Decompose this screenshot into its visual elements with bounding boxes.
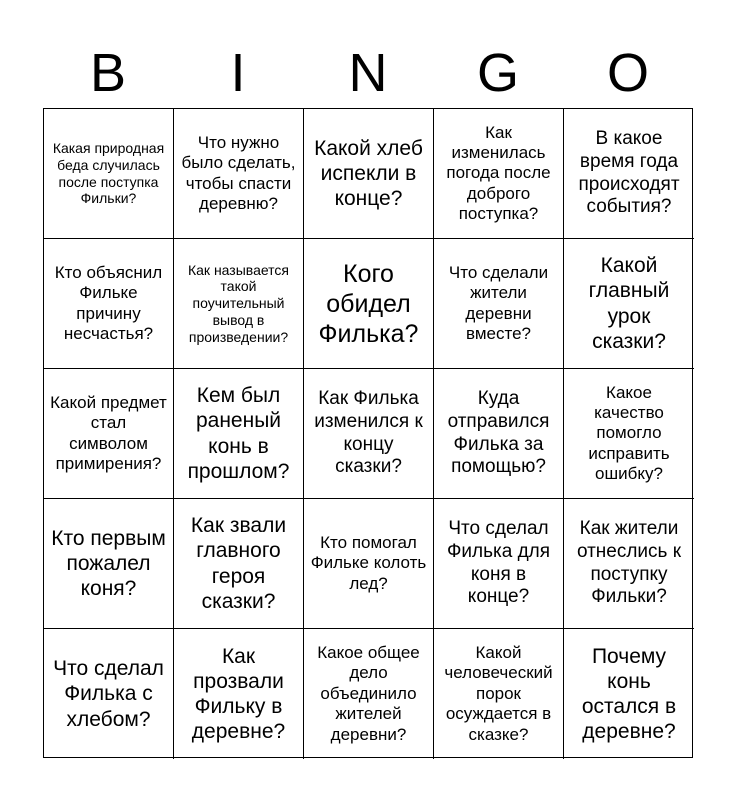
bingo-cell[interactable]: [44, 629, 174, 759]
cell-question: Какой хлеб испекли в конце?: [314, 136, 423, 211]
cell-question: Почему конь остался в деревне?: [581, 644, 677, 744]
cell-question: Какое качество помогло исправить ошибку?: [588, 382, 670, 484]
bingo-cell[interactable]: [564, 369, 694, 499]
cell-question: Какой предмет стал символом примирения?: [50, 392, 167, 473]
bingo-cell[interactable]: [304, 499, 434, 629]
bingo-cell[interactable]: [564, 499, 694, 629]
bingo-cell[interactable]: [304, 109, 434, 239]
bingo-board: [43, 108, 693, 758]
bingo-cell[interactable]: [434, 369, 564, 499]
bingo-cell[interactable]: [174, 109, 304, 239]
bingo-cell[interactable]: [174, 239, 304, 369]
cell-question: Что нужно было сделать, чтобы спасти деревню?: [181, 132, 296, 213]
cell-question: Кто объяснил Фильке причину несчастья?: [54, 262, 163, 343]
header-letter-b: B: [89, 43, 127, 103]
bingo-cell[interactable]: [434, 109, 564, 239]
cell-question: Кем был раненый конь в прошлом?: [187, 384, 290, 483]
bingo-cell[interactable]: [304, 629, 434, 759]
header-letter-n: N: [348, 43, 388, 103]
header-letter-o: O: [606, 43, 649, 103]
cell-question: Как Филька изменился к концу сказки?: [314, 387, 423, 478]
cell-question: Какая природная беда случилась после поступка Фильки?: [52, 139, 165, 207]
bingo-cell[interactable]: [44, 109, 174, 239]
header-letter-i: I: [230, 43, 246, 103]
bingo-cell[interactable]: [174, 369, 304, 499]
bingo-cell[interactable]: [44, 499, 174, 629]
cell-question: Что сделал Филька для коня в конце?: [446, 517, 551, 608]
cell-question: Как жители отнеслись к поступку Фильки?: [576, 517, 682, 608]
bingo-cell[interactable]: [434, 239, 564, 369]
bingo-cell[interactable]: [564, 109, 694, 239]
bingo-cell[interactable]: [434, 499, 564, 629]
cell-question: Как прозвали Фильку в деревне?: [191, 644, 286, 744]
bingo-cell[interactable]: [174, 629, 304, 759]
cell-question: Как звали главного героя сказки?: [190, 514, 287, 613]
bingo-cell[interactable]: [304, 239, 434, 369]
cell-question: Как называется такой поучительный вывод в произведении?: [187, 261, 290, 345]
bingo-header: [43, 38, 693, 108]
bingo-cell[interactable]: [44, 369, 174, 499]
cell-question: Что сделали жители деревни вместе?: [448, 262, 549, 343]
cell-question: Какой человеческий порок осуждается в сказке?: [444, 643, 553, 744]
bingo-cell[interactable]: [44, 239, 174, 369]
cell-question: В какое время года происходят события?: [578, 127, 680, 218]
cell-question: Кто помогал Фильке колоть лед?: [310, 532, 427, 593]
bingo-cell[interactable]: [174, 499, 304, 629]
cell-question: Кто первым пожалел коня?: [51, 526, 166, 601]
bingo-cell[interactable]: [304, 369, 434, 499]
cell-question: Куда отправился Филька за помощью?: [447, 387, 550, 478]
bingo-cell[interactable]: [564, 239, 694, 369]
cell-question: Какое общее дело объединило жителей деревни?: [317, 643, 420, 744]
header-letter-g: G: [476, 43, 519, 103]
cell-question: Что сделал Филька с хлебом?: [53, 657, 164, 731]
bingo-cell[interactable]: [434, 629, 564, 759]
cell-question: Как изменилась погода после доброго поступка?: [446, 122, 551, 224]
cell-question: Кого обидел Филька?: [318, 259, 419, 348]
cell-question: Какой главный урок сказки?: [588, 254, 670, 353]
bingo-cell[interactable]: [564, 629, 694, 759]
